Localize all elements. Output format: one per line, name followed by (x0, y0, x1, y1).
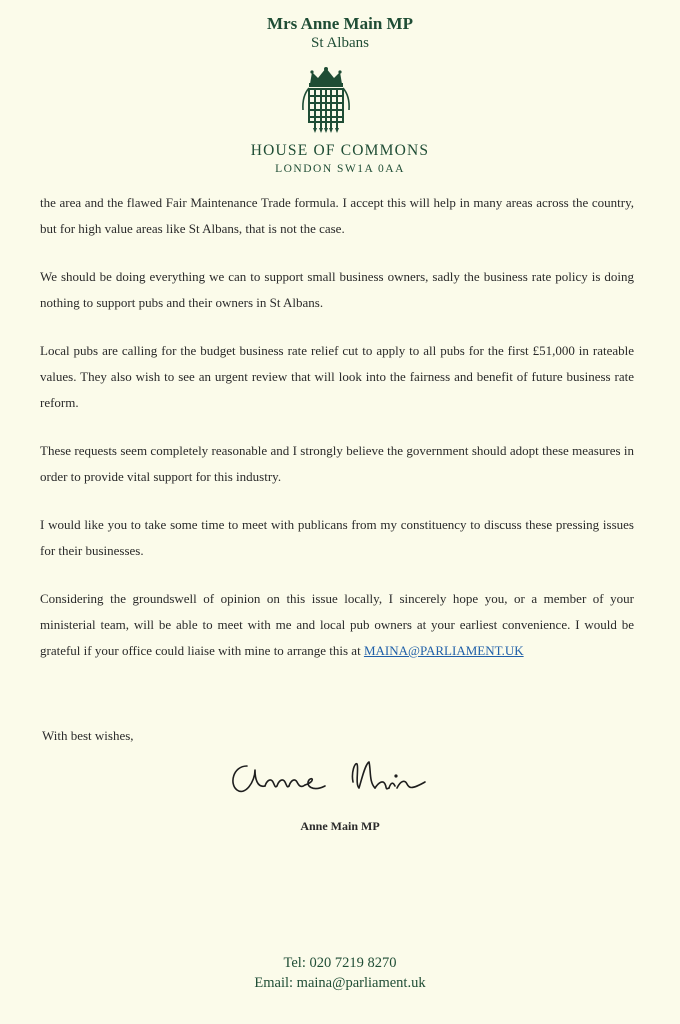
body-paragraph: We should be doing everything we can to support small business owners, sadly the business rate policy is doing nothing to support pubs and their owners in St Albans. (40, 269, 634, 310)
handwritten-signature (225, 752, 455, 804)
body-paragraph-final (40, 586, 634, 664)
letter-body (40, 190, 634, 686)
body-paragraph: the area and the flawed Fair Maintenance Trade formula. I accept this will help in many areas across the country, but for high value areas like St Albans, that is not the case. (40, 195, 634, 236)
portcullis-icon (298, 66, 354, 134)
body-paragraph: Local pubs are calling for the budget business rate relief cut to apply to all pubs for the first £51,000 in rateable values. They also wish to see an urgent review that will look into the fairness and benefit of future business rate reform. (40, 343, 634, 410)
mp-name: Mrs Anne Main MP (267, 14, 413, 33)
house-of-commons-heading: HOUSE OF COMMONS (250, 142, 430, 159)
constituency: St Albans (311, 35, 369, 51)
final-paragraph-text: Considering the groundswell of opinion on this issue locally, I sincerely hope you, or a member of your ministerial team, will be able to meet with me and local pub owners at your earliest convenience. I would be grateful if your office could liaise with mine to arrange this at (40, 591, 634, 658)
body-paragraph: I would like you to take some time to meet with publicans from my constituency to discuss these pressing issues for their businesses. (40, 517, 634, 558)
letterhead (0, 14, 680, 52)
house-address: LONDON SW1A 0AA (275, 163, 405, 175)
letter-footer (0, 953, 680, 993)
email-link[interactable]: MAINA@PARLIAMENT.UK (363, 643, 524, 658)
closing-salutation: With best wishes, (42, 728, 134, 743)
signatory-name: Anne Main MP (300, 819, 380, 833)
footer-telephone: Tel: 020 7219 8270 (283, 955, 397, 971)
body-paragraph: These requests seem completely reasonable and I strongly believe the government should adopt these measures in order to provide vital support for this industry. (40, 443, 634, 484)
footer-email: Email: maina@parliament.uk (254, 975, 426, 991)
